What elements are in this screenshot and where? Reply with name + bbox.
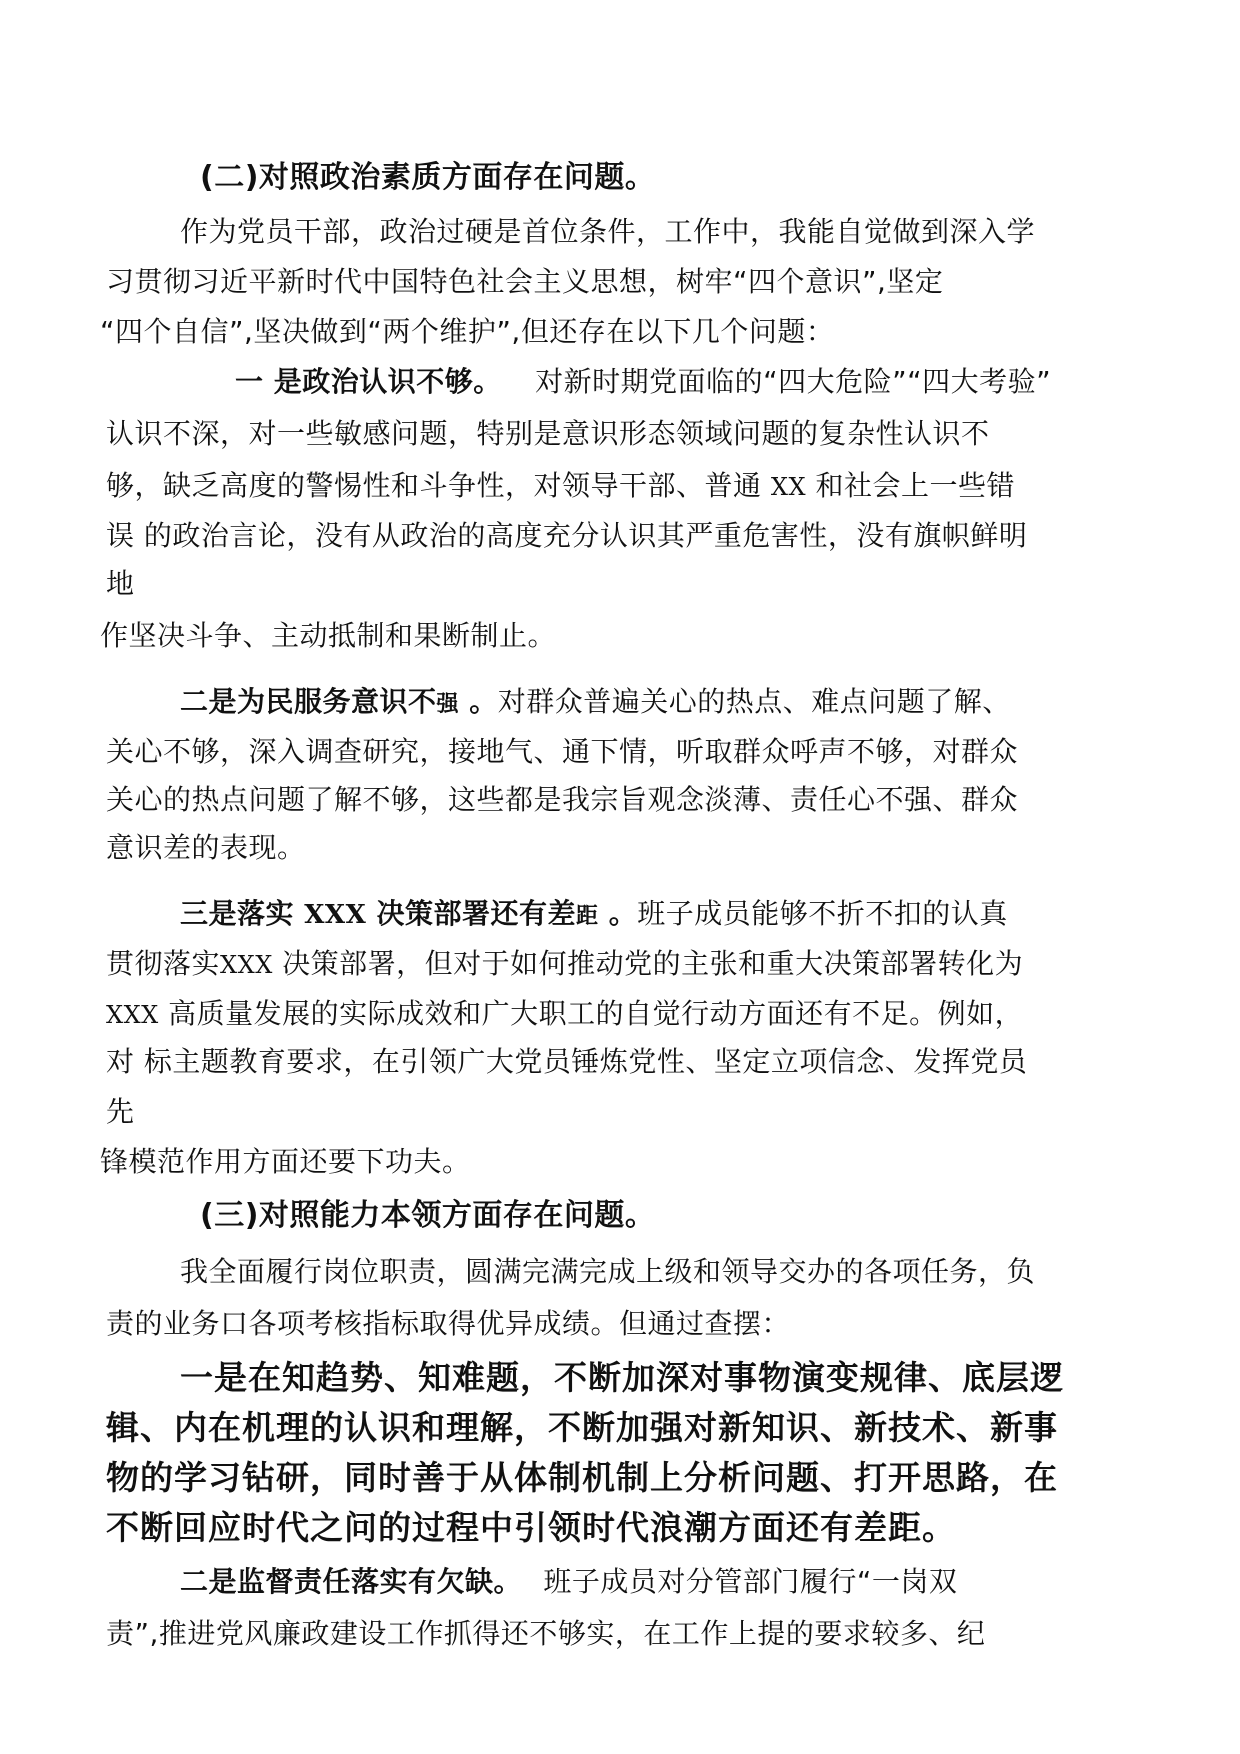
redacted-placeholder: XXX: [304, 900, 367, 930]
paragraph-line: “四个自信”,坚决做到“两个维护”,但还存在以下几个问题：: [100, 315, 835, 348]
item-political-awareness: [235, 362, 1051, 402]
text-run: 高质量发展的实际成效和广大职工的自觉行动方面还有不足。例如，: [158, 997, 1024, 1030]
item-service-awareness: [180, 682, 1011, 725]
item-title: 二是监督责任落实有欠缺。: [180, 1565, 523, 1598]
bold-paragraph-line: 辑、内在机理的认识和理解，不断加强对新知识、新技术、新事: [106, 1408, 1058, 1447]
paragraph-line: 对 标主题教育要求，在引领广大党员锤炼党性、坚定立项信念、发挥党员: [106, 1045, 1028, 1078]
item-title: 二是为民服务意识不: [180, 685, 437, 718]
text-run: 和社会上一些错: [806, 469, 1015, 502]
section-heading-political: (二)对照政治素质方面存在问题。: [200, 160, 656, 195]
paragraph-line: 责的业务口各项考核指标取得优异成绩。但通过查摆：: [106, 1307, 791, 1340]
item-title-tail: 距: [576, 904, 599, 929]
text-run: 决策部署，但对于如何推动党的主张和重大决策部署转化为: [272, 947, 1024, 980]
paragraph-line: [106, 994, 1023, 1035]
item-lead: 班子成员能够不折不扣的认真: [637, 897, 1008, 930]
item-title-punct: 。: [459, 685, 498, 718]
item-lead: 对群众普遍关心的热点、难点问题了解、: [497, 685, 1011, 718]
redacted-placeholder: XX: [770, 473, 807, 501]
paragraph-line: 我全面履行岗位职责，圆满完满完成上级和领导交办的各项任务，负: [180, 1255, 1036, 1288]
paragraph-line: [106, 944, 1023, 985]
item-title-punct: 。: [598, 897, 638, 930]
paragraph-line: 意识差的表现。: [106, 831, 306, 864]
paragraph-line: 作坚决斗争、主动抵制和果断制止。: [100, 619, 557, 652]
paragraph-line: 关心的热点问题了解不够，这些都是我宗旨观念淡薄、责任心不强、群众: [106, 783, 1019, 816]
paragraph-line: 地: [106, 567, 135, 600]
paragraph-line: 锋模范作用方面还要下功夫。: [100, 1145, 471, 1178]
paragraph-line: 责”,推进党风廉政建设工作抓得还不够实，在工作上提的要求较多、纪: [106, 1617, 986, 1650]
paragraph-line: 先: [106, 1095, 135, 1128]
bold-paragraph-line: 不断回应时代之问的过程中引领时代浪潮方面还有差距。: [106, 1508, 956, 1547]
paragraph-line: 作为党员干部，政治过硬是首位条件，工作中，我能自觉做到深入学: [180, 215, 1036, 248]
paragraph-line: 习贯彻习近平新时代中国特色社会主义思想，树牢“四个意识”,坚定: [106, 265, 944, 298]
item-implementation-gap: [180, 894, 1008, 937]
redacted-placeholder: XXX: [106, 1001, 159, 1029]
paragraph-line: 关心不够，深入调查研究，接地气、通下情，听取群众呼声不够，对群众: [106, 735, 1019, 768]
paragraph-line: 误 的政治言论，没有从政治的高度充分认识其严重危害性，没有旗帜鲜明: [106, 519, 1028, 552]
item-supervision: [180, 1562, 957, 1602]
item-lead: 班子成员对分管部门履行“一岗双: [543, 1565, 958, 1598]
paragraph-line: [106, 466, 1015, 507]
paragraph-line: 认识不深，对一些敏感问题，特别是意识形态领域问题的复杂性认识不: [106, 417, 990, 450]
item-title: 一 是政治认识不够。: [235, 365, 502, 398]
item-title-tail: 强: [436, 692, 460, 717]
text-run: 够，缺乏高度的警惕性和斗争性，对领导干部、普通: [106, 469, 771, 502]
section-heading-ability: (三)对照能力本领方面存在问题。: [200, 1198, 656, 1233]
item-title: 决策部署还有差: [366, 897, 577, 930]
bold-paragraph-line: 物的学习钻研，同时善于从体制机制上分析问题、打开思路，在: [106, 1458, 1058, 1497]
item-title: 三是落实: [180, 897, 305, 930]
text-run: 贯彻落实: [106, 947, 221, 980]
item-lead: 对新时期党面临的“四大危险”“四大考验”: [535, 365, 1052, 398]
redacted-placeholder: XXX: [220, 951, 273, 979]
bold-paragraph-line: 一是在知趋势、知难题，不断加深对事物演变规律、底层逻: [180, 1358, 1064, 1397]
